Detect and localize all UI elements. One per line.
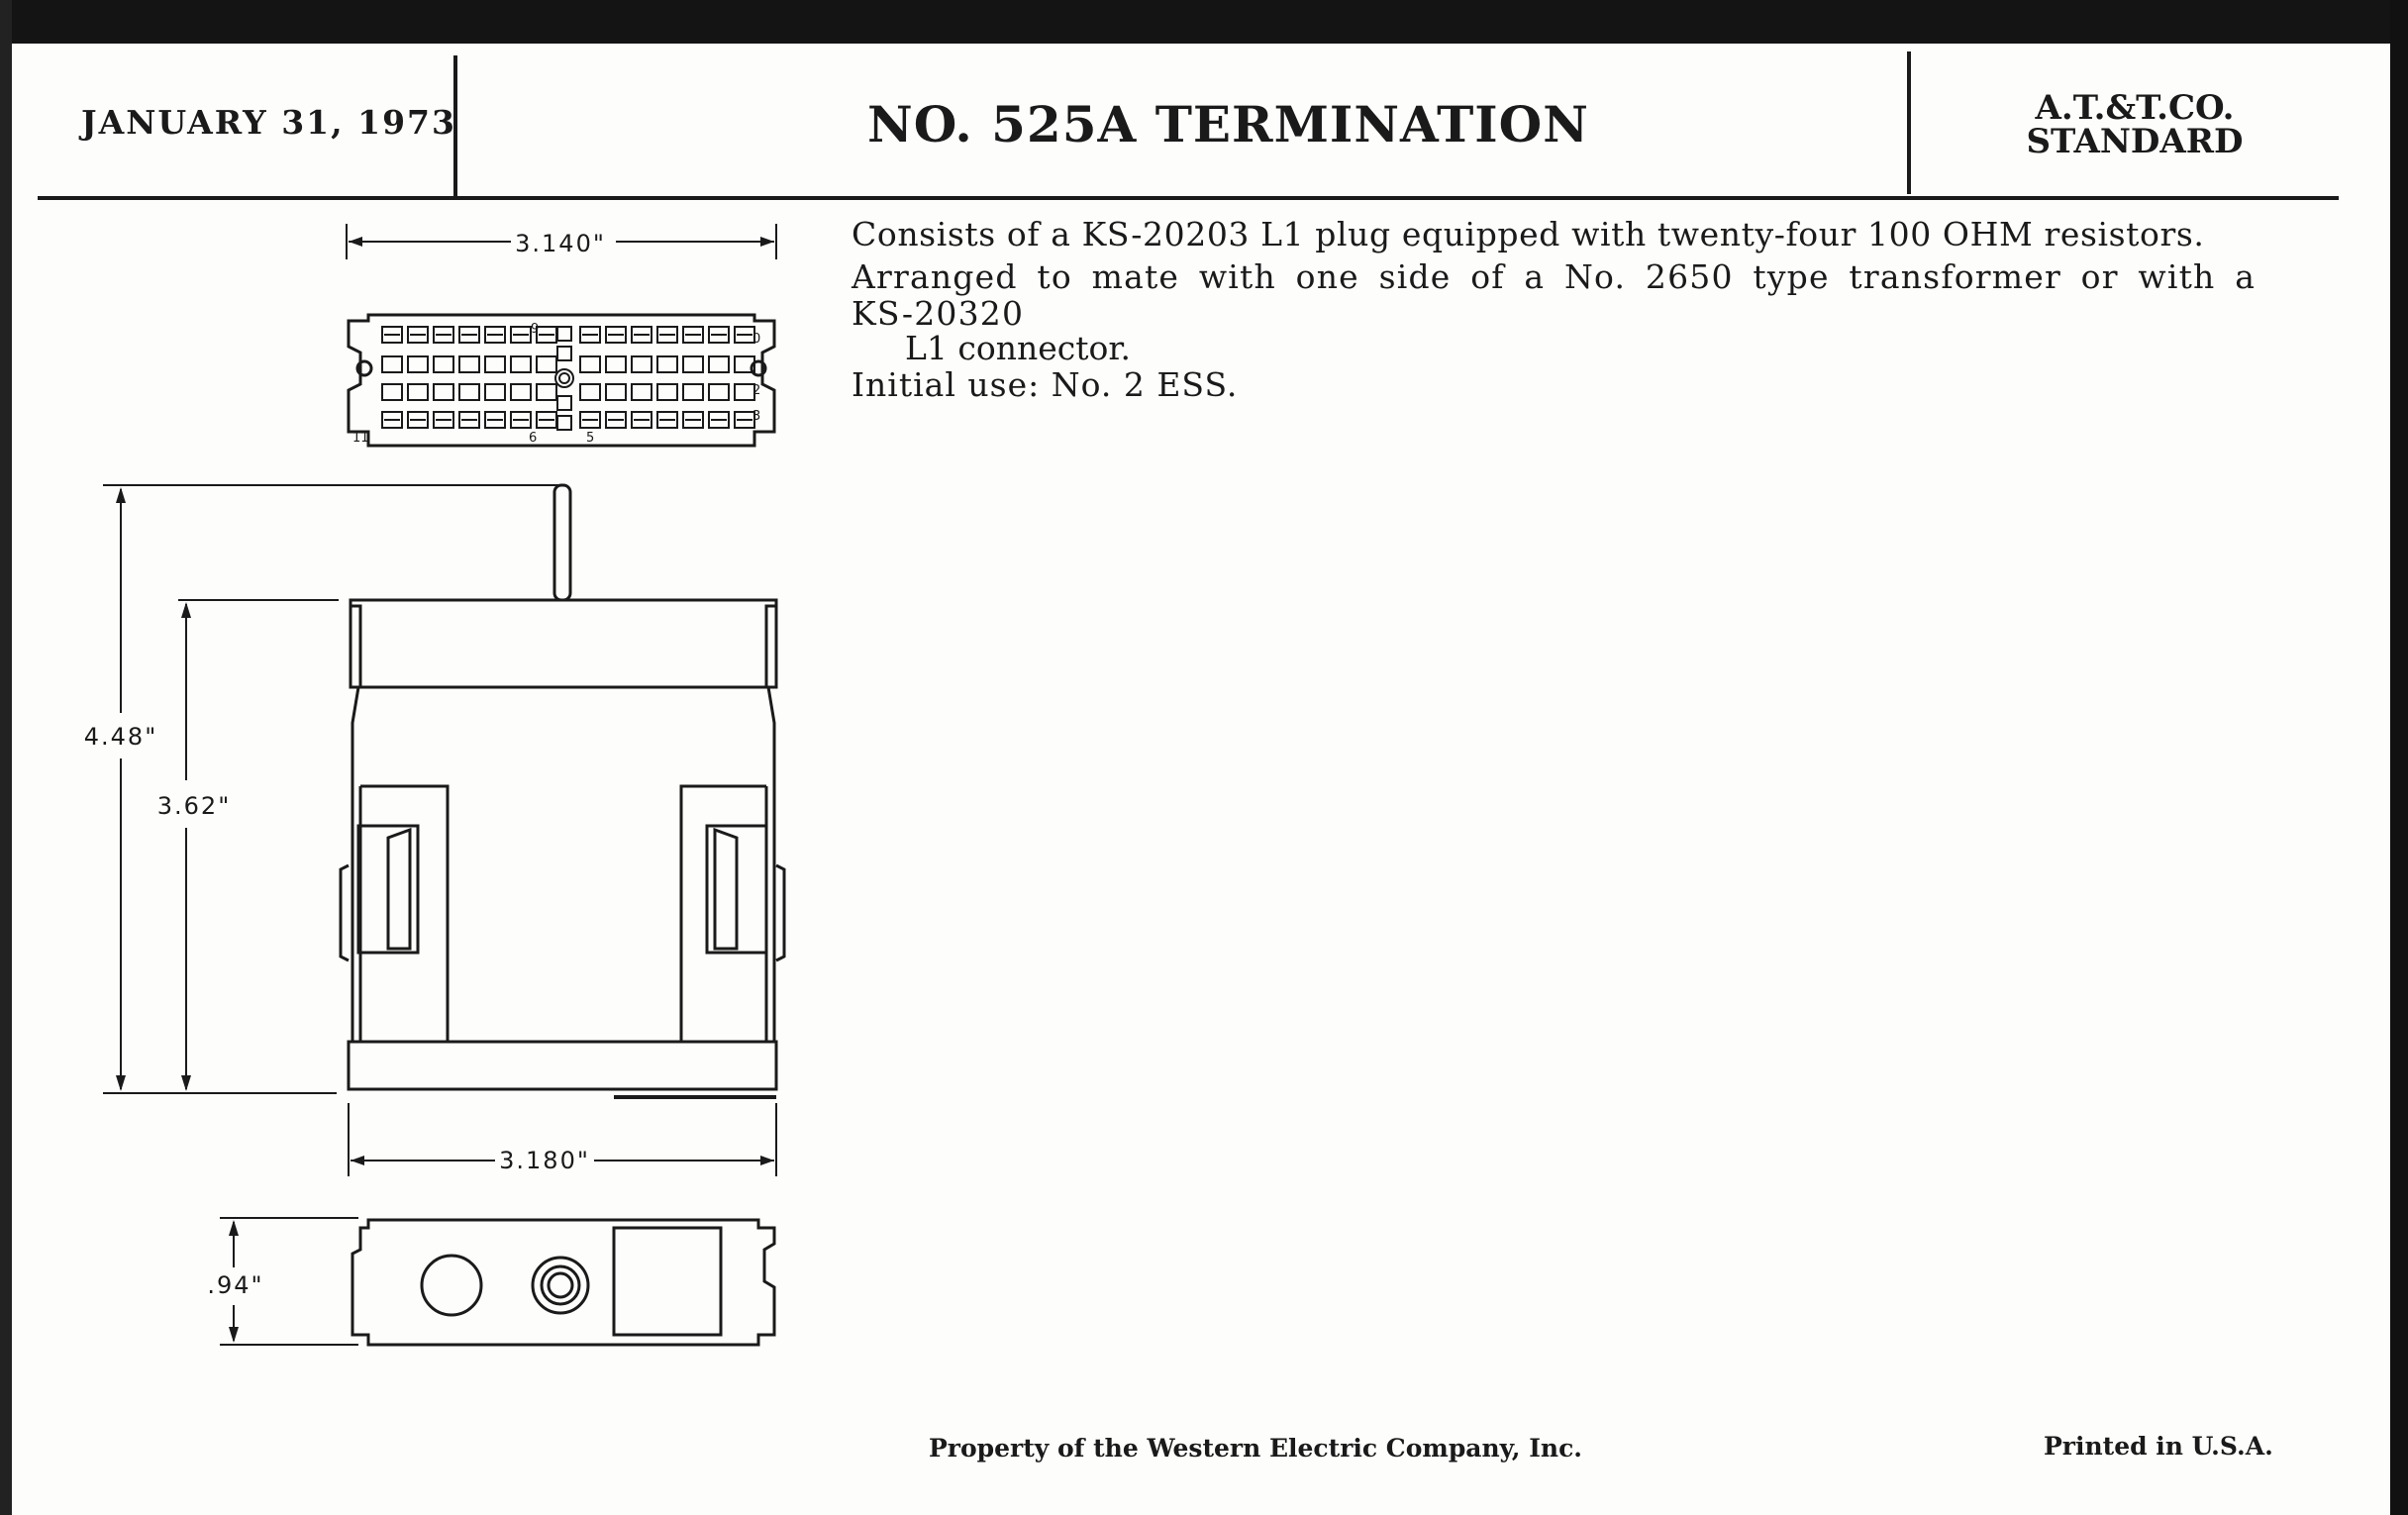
center-guide-hole <box>559 373 569 383</box>
pin-socket <box>408 384 428 400</box>
pin-socket <box>485 384 505 400</box>
pin-label-11: 11 <box>352 431 369 446</box>
standard-line-2: STANDARD <box>2026 122 2244 161</box>
center-key-slot <box>557 327 571 341</box>
pin-socket <box>735 384 754 400</box>
dim-label-body-height: 3.62" <box>156 792 232 820</box>
pin-socket <box>408 356 428 372</box>
pin-socket <box>537 384 556 400</box>
pin-socket <box>657 356 677 372</box>
description-line-2-cont: L1 connector. <box>905 329 1132 367</box>
pin-socket <box>606 384 626 400</box>
issue-date: JANUARY 31, 1973 <box>81 103 456 142</box>
pin-socket <box>382 384 402 400</box>
side-view <box>103 485 784 1176</box>
pin-label-6: 6 <box>529 431 538 446</box>
dim-label-overall-height: 4.48" <box>83 723 158 751</box>
pin-socket <box>580 356 600 372</box>
pin-socket <box>657 384 677 400</box>
pin-socket <box>606 356 626 372</box>
pin-grid <box>382 327 754 430</box>
pin-socket <box>434 356 453 372</box>
pin-socket <box>511 384 531 400</box>
pin-socket <box>537 356 556 372</box>
pin-socket <box>382 356 402 372</box>
pin-label-2: 2 <box>752 383 761 398</box>
pin-socket <box>580 384 600 400</box>
dim-label-body-width: 3.180" <box>499 1147 590 1174</box>
pin-socket <box>485 356 505 372</box>
pin-socket <box>632 384 652 400</box>
description-line-2: Arranged to mate with one side of a No. 2650 type transformer or with a KS-20320 <box>852 257 2257 333</box>
pin-socket <box>459 356 479 372</box>
pin-socket <box>709 384 729 400</box>
pin-label-0: 0 <box>752 332 761 347</box>
pin-socket <box>511 356 531 372</box>
pin-label-3: 3 <box>752 409 761 424</box>
pin-socket <box>459 384 479 400</box>
pin-socket <box>683 356 703 372</box>
pin-label-5: 5 <box>586 431 595 446</box>
pin-socket <box>434 384 453 400</box>
pin-socket <box>683 384 703 400</box>
pin-label-9: 9 <box>531 322 540 337</box>
bottom-view <box>220 1218 774 1345</box>
standard-line-1: A.T.&T.CO. <box>2035 88 2235 128</box>
description-line-1: Consists of a KS-20203 L1 plug equipped with twenty-four 100 OHM resistors. <box>852 215 2205 253</box>
center-key-slot <box>557 396 571 410</box>
center-guide-hole <box>555 369 573 387</box>
pin-socket <box>632 356 652 372</box>
page-title: NO. 525A TERMINATION <box>867 95 1589 153</box>
footer-property: Property of the Western Electric Company, Inc. <box>929 1434 1583 1463</box>
dim-label-bottom-height: .94" <box>207 1271 264 1299</box>
description-line-3: Initial use: No. 2 ESS. <box>852 365 1239 404</box>
center-key-slot <box>557 347 571 360</box>
dim-label-top-width: 3.140" <box>515 230 606 257</box>
footer-printed: Printed in U.S.A. <box>2044 1432 2273 1461</box>
pin-socket <box>709 356 729 372</box>
center-key-slot <box>557 416 571 430</box>
